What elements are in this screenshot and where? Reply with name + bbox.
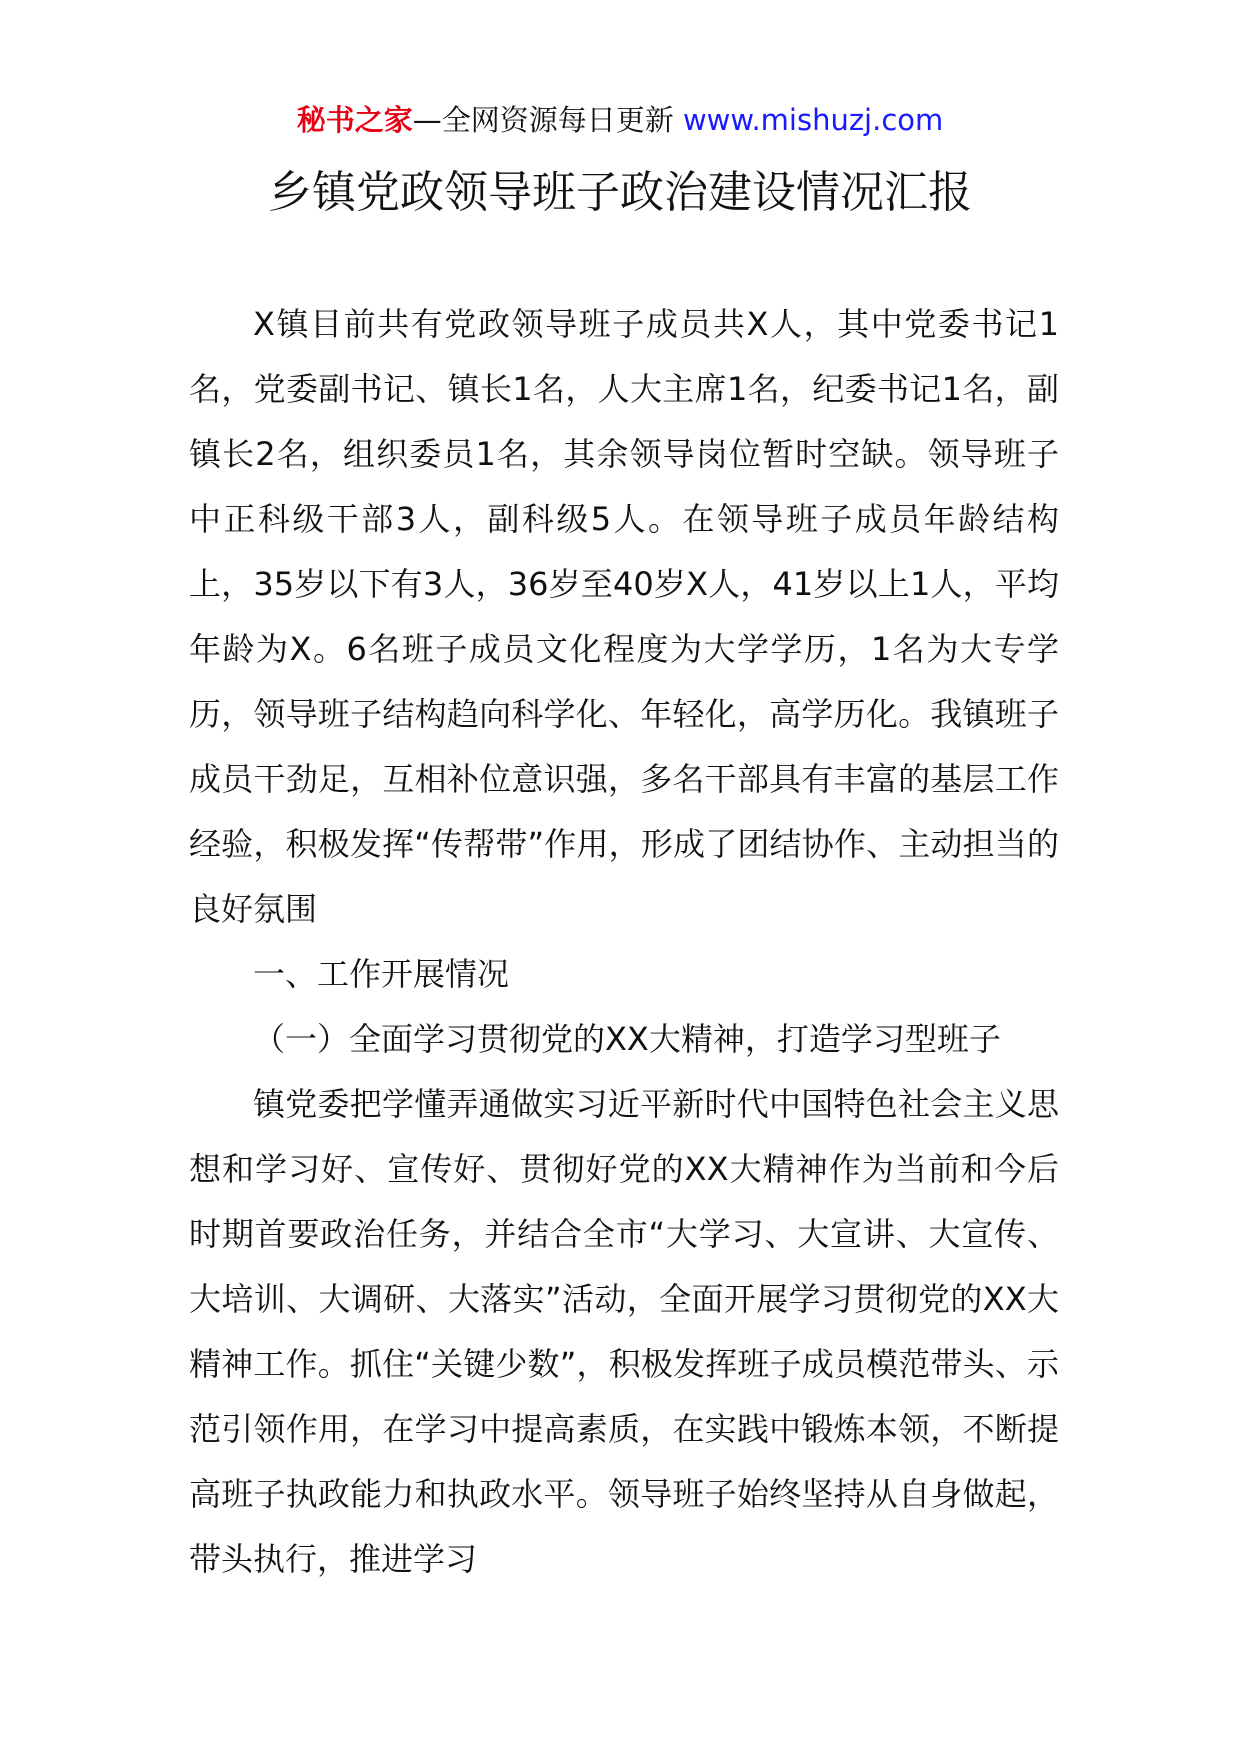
site-url[interactable]: www.mishuzj.com	[682, 103, 944, 137]
section-heading: 一、工作开展情况	[253, 955, 510, 993]
subsection-heading: （一）全面学习贯彻党的XX大精神，打造学习型班子	[253, 1020, 1001, 1058]
site-brand: 秘书之家	[296, 103, 413, 137]
body-paragraph: 镇党委把学懂弄通做实习近平新时代中国特色社会主义思想和学习好、宣传好、贯彻好党的XX大精神作为当前和今后时期首要政治任务，并结合全市“大学习、大宣讲、大宣传、大培训、大调研、大落实”活动，全面开展学习贯彻党的XX大精神工作。抓住“关键少数”，积极发挥班子成员模范带头、示范引领作用，在学习中提高素质，在实践中锻炼本领，不断提高班子执政能力和执政水平。领导班子始终坚持从自身做起，带头执行，推进学习	[189, 1085, 1059, 1578]
site-header	[0, 100, 1240, 140]
document-title: 乡镇党政领导班子政治建设情况汇报	[268, 167, 972, 218]
site-slogan: —全网资源每日更新	[412, 103, 683, 137]
body-paragraph: X镇目前共有党政领导班子成员共X人，其中党委书记1名，党委副书记、镇长1名，人大主席1名，纪委书记1名，副镇长2名，组织委员1名，其余领导岗位暂时空缺。领导班子中正科级干部3人，副科级5人。在领导班子成员年龄结构上，35岁以下有3人，36岁至40岁X人，41岁以上1人，平均年龄为X。6名班子成员文化程度为大学学历，1名为大专学历，领导班子结构趋向科学化、年轻化，高学历化。我镇班子成员干劲足，互相补位意识强，多名干部具有丰富的基层工作经验，积极发挥“传帮带”作用，形成了团结协作、主动担当的良好氛围	[189, 305, 1059, 928]
document-body	[189, 292, 1059, 1592]
